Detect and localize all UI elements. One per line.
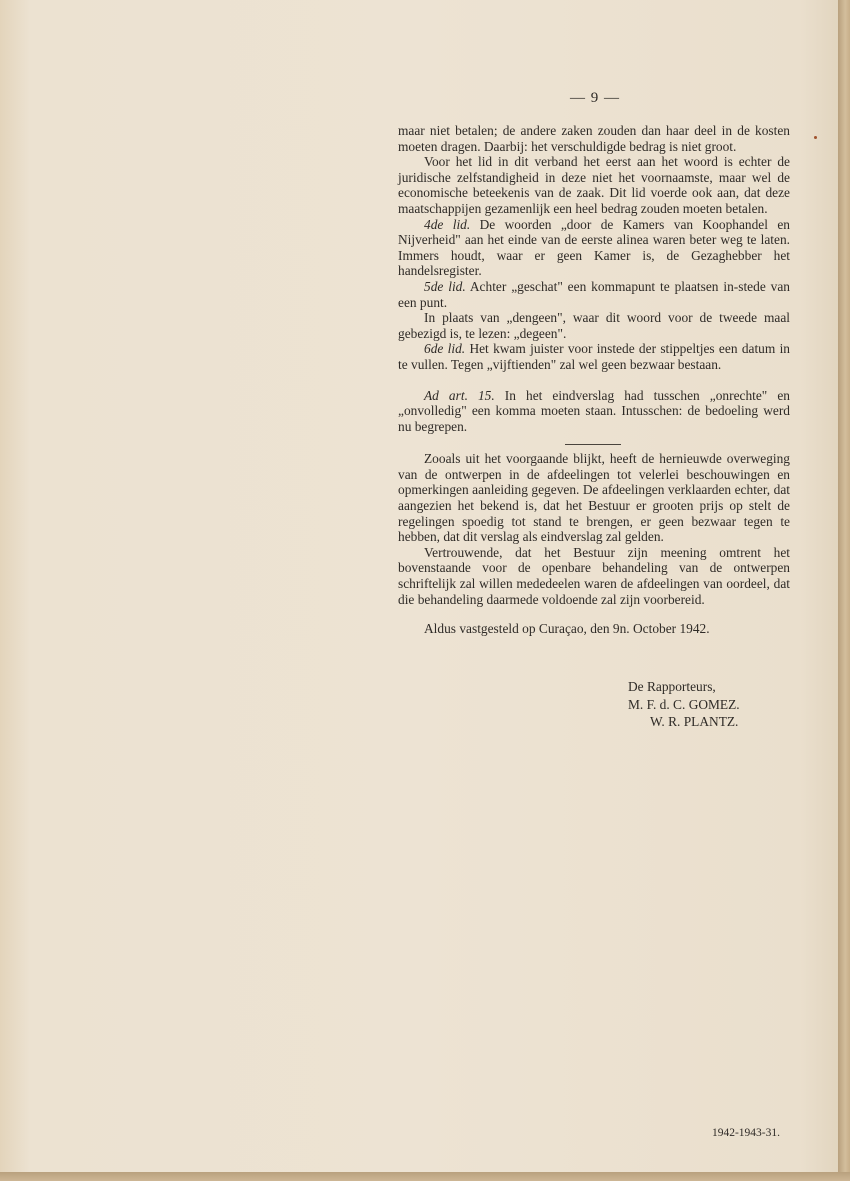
signatory-name: M. F. d. C. GOMEZ.	[628, 696, 740, 712]
closing-line: Aldus vastgesteld op Curaçao, den 9n. October 1942.	[424, 621, 710, 637]
page-edge-right	[838, 0, 850, 1181]
page-edge-bottom	[0, 1172, 850, 1181]
page-number: — 9 —	[570, 90, 620, 106]
paper-speck	[814, 136, 817, 139]
section-divider	[565, 444, 621, 445]
paragraph: maar niet betalen; de andere zaken zouden dan haar deel in de kosten moeten dragen. Daarbij: het verschuldigde bedrag is niet groot.	[398, 123, 790, 154]
paragraph-lid-5	[398, 279, 790, 310]
lid-label: 6de lid.	[424, 341, 466, 357]
lid-text: Het kwam juister voor instede der stippeltjes een datum in te vullen. Tegen „vijftienden" zal wel geen bezwaar bestaan.	[398, 341, 791, 372]
paragraph: Vertrouwende, dat het Bestuur zijn meening omtrent het bovenstaande voor de openbare behandeling van de ontwerpen schriftelijk zal willen mededeelen waren de afdeelingen van oordeel, dat die behandeling daarmede voldoende zal zijn voorbereid.	[398, 544, 790, 607]
lid-label: 4de lid.	[424, 216, 471, 232]
article-label: Ad art. 15.	[424, 387, 495, 403]
paragraph: Zooals uit het voorgaande blijkt, heeft de hernieuwde overweging van de ontwerpen in de afdeelingen tot velerlei beschouwingen en opmerkingen aanleiding gegeven. De afdeelingen verklaarden echter, dat aangezien het bekend is, dat het Bestuur er grooten prijs op stelt de regelingen spoedig tot stand te brengen, er geen bezwaar tegen te hebben, dat dit verslag als eindverslag zal gelden.	[398, 451, 790, 545]
signature-heading: De Rapporteurs,	[628, 679, 716, 694]
signatory-name: W. R. PLANTZ.	[650, 714, 739, 729]
article-text: In het eindverslag had tusschen „onrechte" en „onvolledig" een komma moeten staan. Intusschen: de bedoeling werd nu begrepen.	[398, 387, 790, 434]
lid-text: Achter „geschat" een kommapunt te plaatsen in-stede van een punt.	[398, 278, 790, 310]
lid-label: 5de lid.	[424, 278, 466, 294]
document-code: 1942-1943-31.	[711, 1127, 780, 1139]
signature-block	[628, 678, 740, 731]
paragraph-ad-art-15	[398, 388, 790, 435]
paragraph-lid-6	[398, 341, 790, 372]
paragraph: Voor het lid in dit verband het eerst aan het woord is echter de juridische zelfstandigheid in deze niet het voornaamste, maar wel de economische beteekenis van de zaak. Dit lid voerde ook aan, dat deze maatschappijen gezamenlijk een heel bedrag zouden moeten betalen.	[398, 154, 790, 216]
report-body	[398, 123, 790, 637]
lid-text: De woorden „door de Kamers van Koophandel en Nijverheid" aan het einde van de eerste alinea waren beter weg te laten. Immers houdt, waar er geen Kamer is, de Gezaghebber het handelsregister.	[398, 216, 790, 279]
paragraph-lid-4	[398, 217, 790, 279]
paragraph: In plaats van „dengeen", waar dit woord voor de tweede maal gebezigd is, te lezen: „degeen".	[398, 310, 790, 341]
